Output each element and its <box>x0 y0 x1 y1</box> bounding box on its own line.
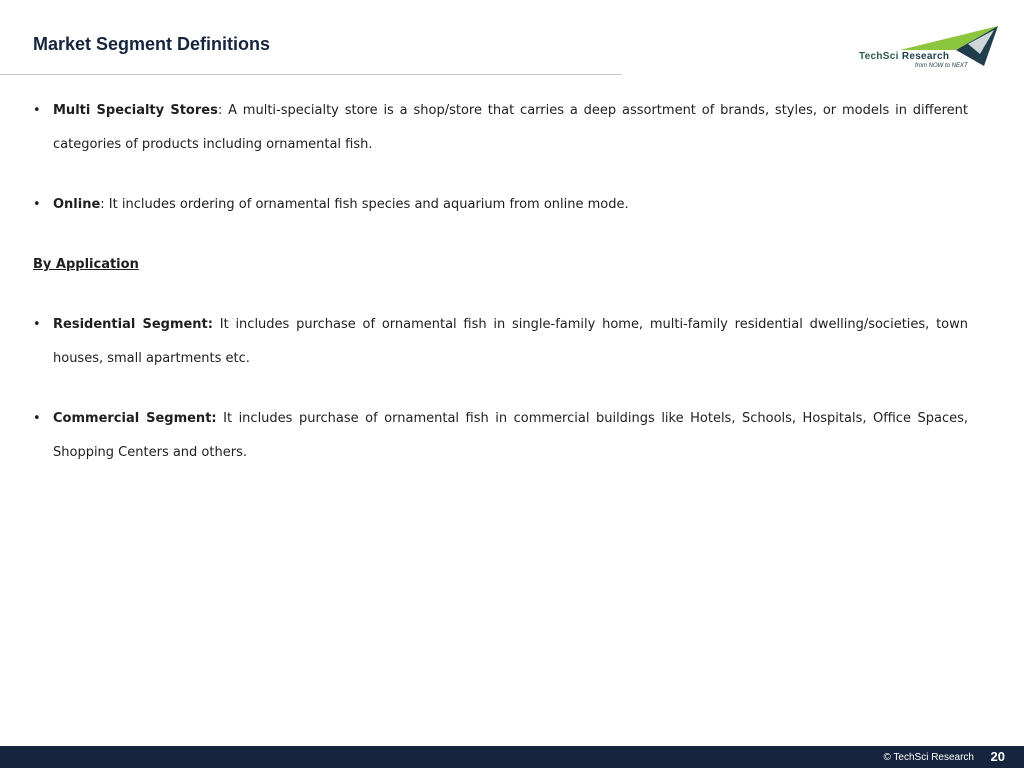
bullet-icon: • <box>33 317 41 332</box>
definition-item-online <box>33 188 968 222</box>
definitions-content <box>33 94 968 470</box>
definition-text: : A multi-specialty store is a shop/store that carries a deep assortment of brands, styles, or models in different categories of products including ornamental fish. <box>53 103 968 152</box>
definition-term: Commercial Segment: <box>53 411 217 426</box>
definition-text: It includes purchase of ornamental fish in commercial buildings like Hotels, Schools, Hospitals, Office Spaces, Shopping Centers and others. <box>53 411 968 460</box>
definition-item-residential-segment <box>33 308 968 376</box>
definition-term: Multi Specialty Stores <box>53 103 218 118</box>
logo-wordmark: TechSci Research <box>859 51 950 62</box>
definition-text: : It includes ordering of ornamental fish species and aquarium from online mode. <box>100 197 629 212</box>
bullet-icon: • <box>33 103 41 118</box>
page-number: 20 <box>990 749 1005 764</box>
definition-item-commercial-segment <box>33 402 968 470</box>
bullet-icon: • <box>33 197 41 212</box>
logo-tagline: from NOW to NEXT <box>915 63 968 69</box>
section-heading-by-application: By Application <box>33 257 139 272</box>
bullet-icon: • <box>33 411 41 426</box>
definition-text: It includes purchase of ornamental fish in single-family home, multi-family residential dwelling/societies, town houses, small apartments etc. <box>53 317 968 366</box>
page-title: Market Segment Definitions <box>33 34 271 54</box>
title-divider <box>0 74 622 75</box>
footer-bar <box>0 746 1024 768</box>
definition-term: Online <box>53 197 101 212</box>
techsci-research-logo <box>856 24 1000 72</box>
definition-item-multi-specialty-stores <box>33 94 968 162</box>
footer-copyright: © TechSci Research <box>883 752 974 763</box>
definition-term: Residential Segment: <box>53 317 213 332</box>
